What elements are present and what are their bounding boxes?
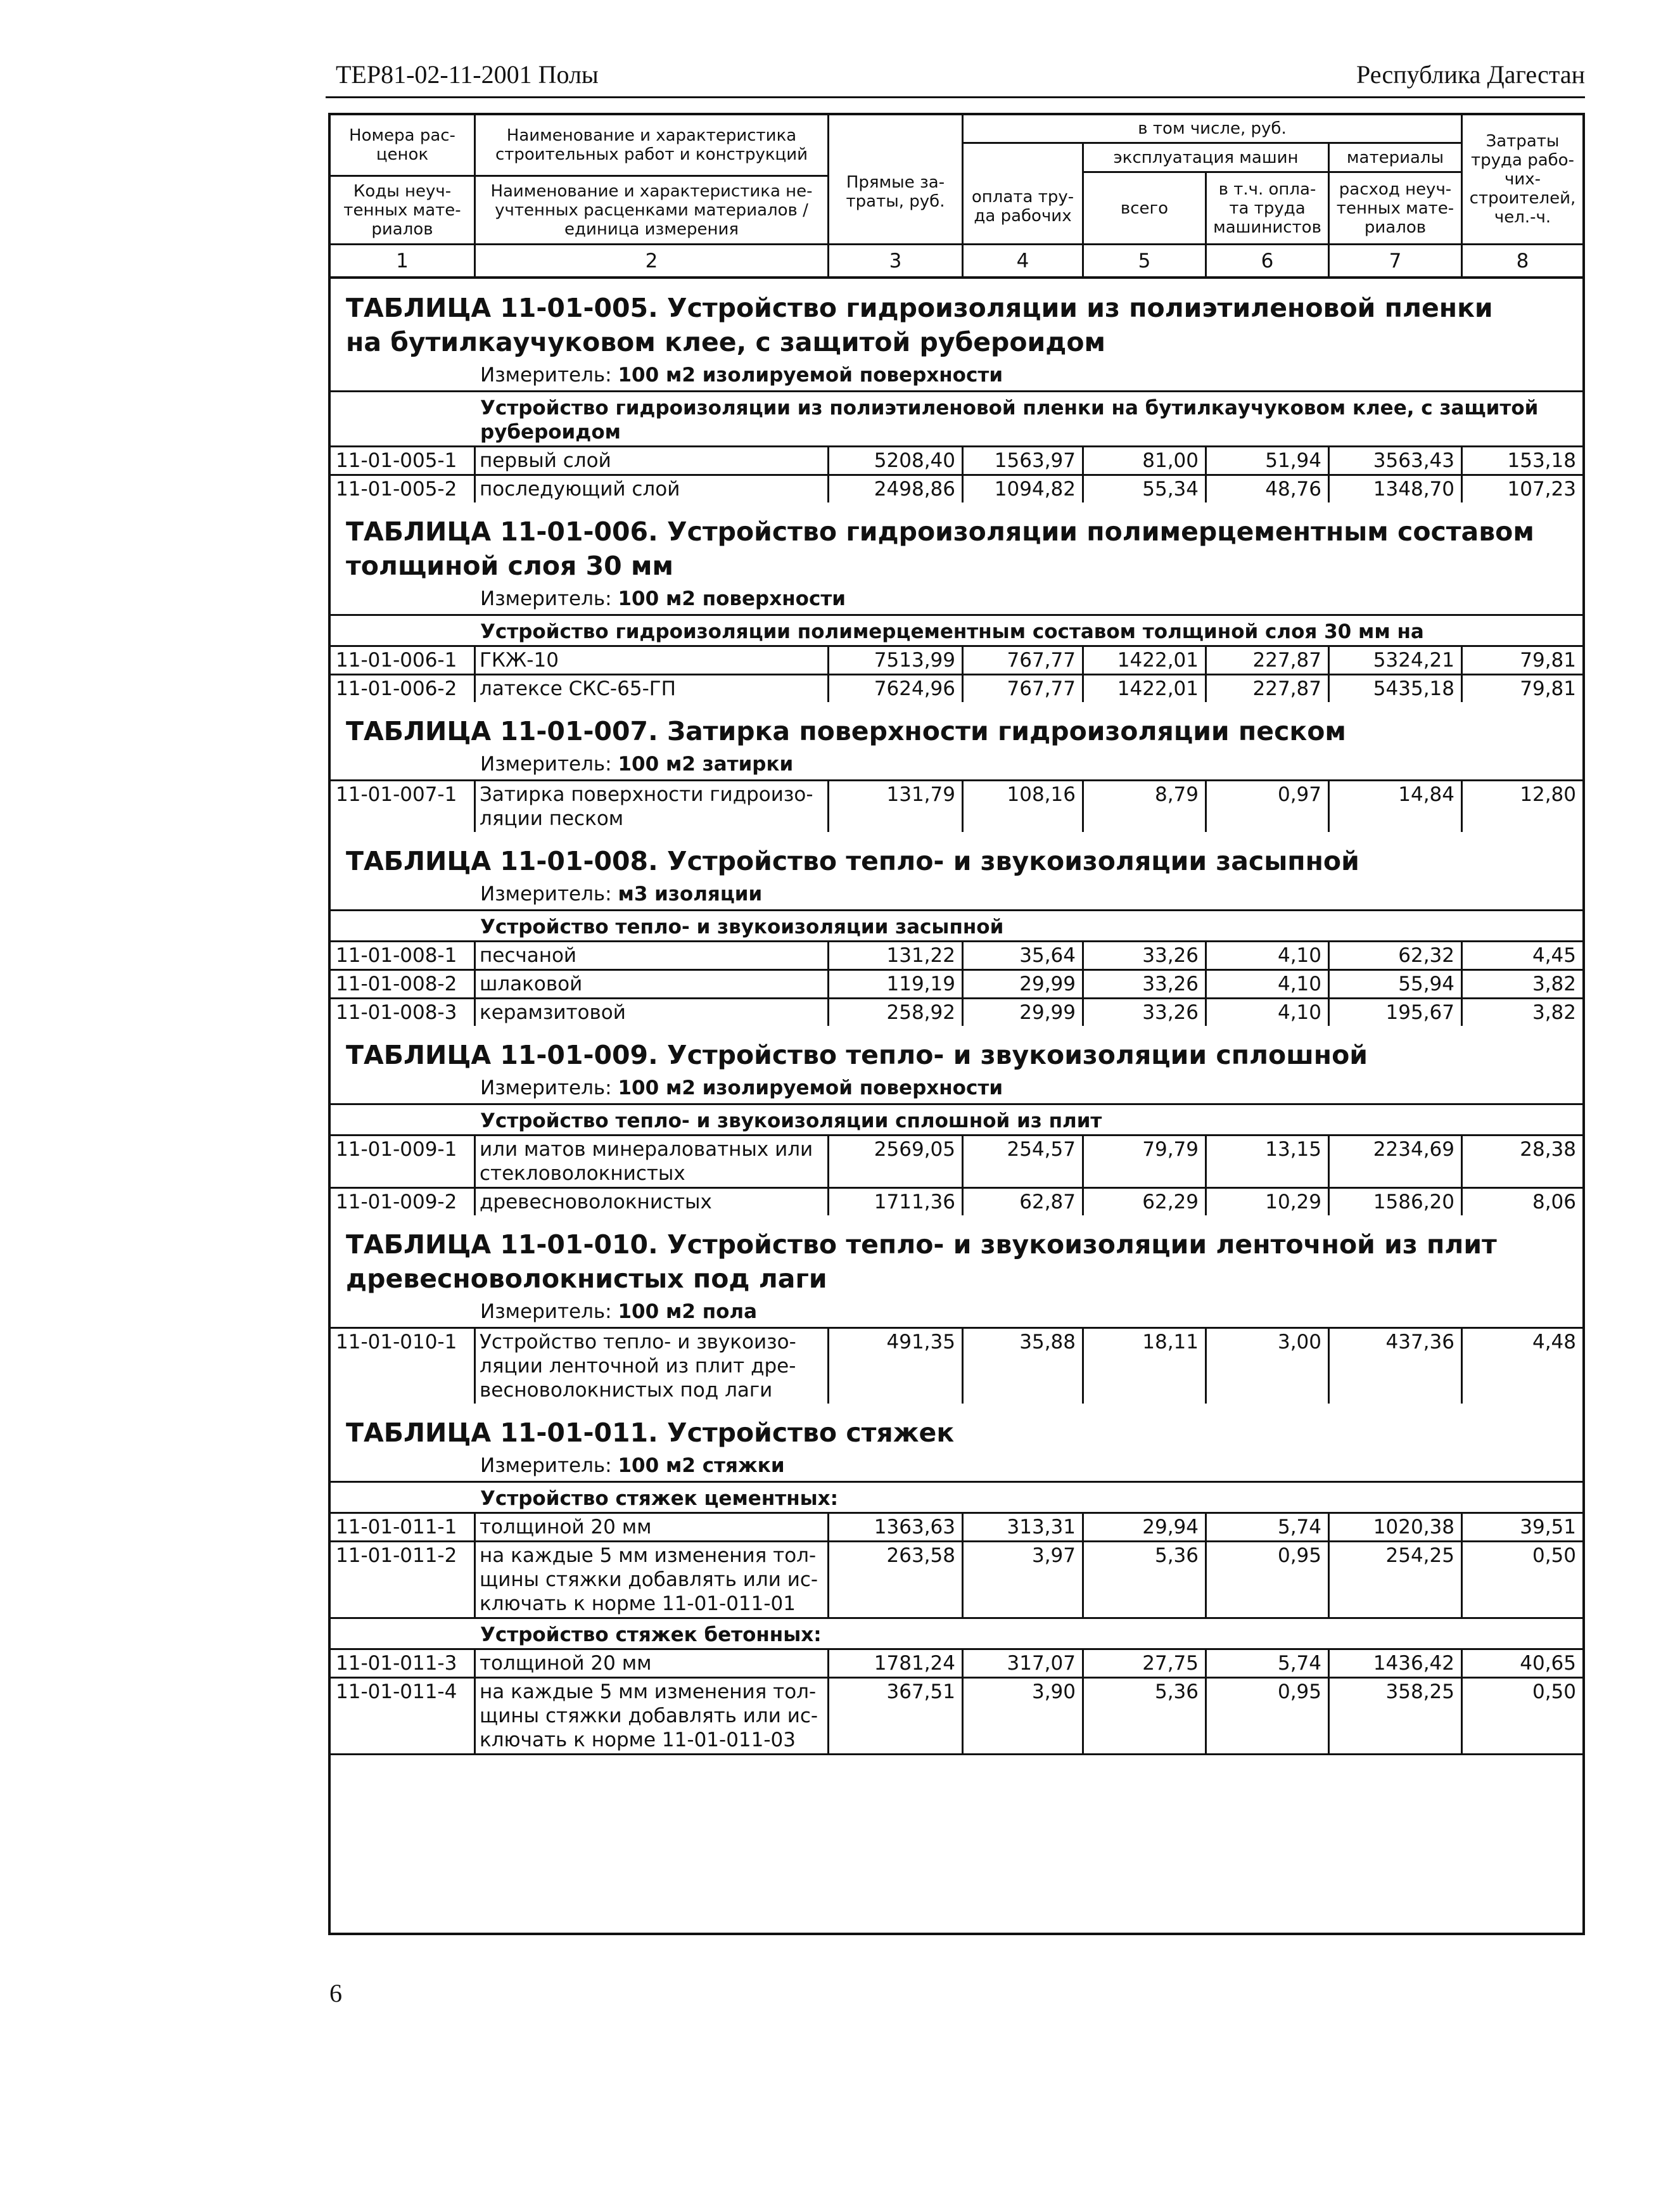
work-name: толщиной 20 мм — [474, 1514, 827, 1540]
table-row — [331, 940, 1582, 969]
table-row — [331, 1512, 1582, 1540]
operator-pay: 0,95 — [1205, 1679, 1328, 1753]
table-row — [331, 674, 1582, 702]
table-caption — [331, 1215, 1582, 1264]
column-header — [331, 115, 1582, 279]
rate-code: 11-01-006-2 — [336, 677, 457, 700]
unit-of-measure — [331, 1298, 1582, 1327]
table-title: Устройство гидроизоляции полимерцементным составом — [666, 516, 1534, 547]
table-row — [331, 1677, 1582, 1755]
operator-pay: 3,00 — [1205, 1329, 1328, 1404]
table-title-continued: древесноволокнистых под лаги — [346, 1264, 827, 1294]
table-row — [331, 1327, 1582, 1404]
labor-hours: 12,80 — [1461, 781, 1582, 832]
table-section — [331, 1404, 1582, 1755]
operator-pay: 10,29 — [1205, 1189, 1328, 1215]
rate-code: 11-01-010-1 — [336, 1331, 457, 1353]
table-section — [331, 279, 1582, 502]
price-table — [328, 113, 1585, 1935]
table-title: Устройство тепло- и звукоизоляции ленточной из плит — [666, 1229, 1497, 1260]
rate-code: 11-01-005-1 — [336, 449, 457, 472]
direct-costs: 2498,86 — [827, 476, 962, 502]
machines-total: 8,79 — [1082, 781, 1205, 832]
machines-total: 29,94 — [1082, 1514, 1205, 1540]
header-materials: материалы — [1346, 148, 1444, 167]
labor-pay: 3,90 — [962, 1679, 1082, 1753]
group-heading: Устройство стяжек бетонных: — [331, 1617, 1582, 1648]
work-name: первый слой — [474, 447, 827, 474]
page-number: 6 — [329, 1979, 342, 2007]
work-name: древесноволокнистых — [474, 1189, 827, 1215]
rate-code: 11-01-008-3 — [336, 1001, 457, 1024]
materials-cost: 358,25 — [1328, 1679, 1461, 1753]
machines-total: 79,79 — [1082, 1136, 1205, 1187]
operator-pay: 13,15 — [1205, 1136, 1328, 1187]
table-title-continued: на бутилкаучуковом клее, с защитой рубероидом — [346, 327, 1106, 357]
labor-pay: 254,57 — [962, 1136, 1082, 1187]
rate-code: 11-01-006-1 — [336, 649, 457, 672]
group-heading: Устройство стяжек цементных: — [331, 1481, 1582, 1512]
unit-of-measure — [331, 361, 1582, 390]
column-number: 2 — [645, 249, 658, 272]
work-name: латексе СКС-65-ГП — [474, 675, 827, 702]
table-number: ТАБЛИЦА 11-01-006. — [346, 516, 658, 547]
work-name: Затирка поверхности гидроизо-ляции песком — [474, 781, 827, 832]
rate-code: 11-01-009-2 — [336, 1191, 457, 1213]
operator-pay: 0,97 — [1205, 781, 1328, 832]
rate-code: 11-01-011-1 — [336, 1516, 457, 1539]
header-labor-pay: оплата тру-да рабочих — [971, 187, 1074, 226]
materials-cost: 1348,70 — [1328, 476, 1461, 502]
unit-value: 100 м2 затирки — [618, 753, 794, 776]
direct-costs: 131,79 — [827, 781, 962, 832]
operator-pay: 4,10 — [1205, 999, 1328, 1026]
table-row — [331, 1648, 1582, 1677]
materials-cost: 14,84 — [1328, 781, 1461, 832]
work-name: на каждые 5 мм изменения тол-щины стяжки добавлять или ис-ключать к норме 11-01-011-01 — [474, 1542, 827, 1617]
header-material-codes: Коды неуч-тенных мате-риалов — [343, 181, 461, 239]
operator-pay: 227,87 — [1205, 647, 1328, 674]
operator-pay: 5,74 — [1205, 1514, 1328, 1540]
labor-pay: 29,99 — [962, 999, 1082, 1026]
table-row — [331, 474, 1582, 502]
direct-costs: 5208,40 — [827, 447, 962, 474]
machines-total: 1422,01 — [1082, 675, 1205, 702]
work-name: последующий слой — [474, 476, 827, 502]
labor-pay: 1563,97 — [962, 447, 1082, 474]
work-name: песчаной — [474, 942, 827, 969]
labor-hours: 79,81 — [1461, 675, 1582, 702]
materials-cost: 437,36 — [1328, 1329, 1461, 1404]
unit-label: Измеритель: — [480, 587, 612, 610]
labor-pay: 3,97 — [962, 1542, 1082, 1617]
labor-hours: 153,18 — [1461, 447, 1582, 474]
table-number: ТАБЛИЦА 11-01-005. — [346, 293, 658, 323]
work-name: или матов минераловатных или стекловолокнистых — [474, 1136, 827, 1187]
table-title-continued: толщиной слоя 30 мм — [346, 551, 673, 581]
unit-label: Измеритель: — [480, 753, 612, 776]
table-title: Затирка поверхности гидроизоляции песком — [666, 716, 1346, 746]
rate-code: 11-01-005-2 — [336, 478, 457, 501]
table-section — [331, 502, 1582, 702]
rate-code: 11-01-007-1 — [336, 783, 457, 806]
document-code: ТЕР81-02-11-2001 Полы — [336, 60, 599, 89]
table-row — [331, 1540, 1582, 1617]
table-caption — [331, 1026, 1582, 1074]
unit-label: Измеритель: — [480, 1077, 612, 1099]
rate-code: 11-01-008-2 — [336, 973, 457, 995]
labor-hours: 3,82 — [1461, 971, 1582, 997]
rate-code: 11-01-008-1 — [336, 944, 457, 967]
table-caption — [331, 279, 1582, 327]
rate-code: 11-01-009-1 — [336, 1138, 457, 1161]
table-caption — [331, 832, 1582, 880]
table-row — [331, 997, 1582, 1026]
operator-pay: 0,95 — [1205, 1542, 1328, 1617]
table-title: Устройство тепло- и звукоизоляции засыпной — [666, 846, 1359, 876]
direct-costs: 119,19 — [827, 971, 962, 997]
table-caption — [331, 1404, 1582, 1452]
unit-value: м3 изоляции — [618, 883, 763, 905]
table-number: ТАБЛИЦА 11-01-009. — [346, 1040, 658, 1070]
direct-costs: 1363,63 — [827, 1514, 962, 1540]
column-number: 6 — [1261, 249, 1274, 272]
labor-pay: 62,87 — [962, 1189, 1082, 1215]
machines-total: 5,36 — [1082, 1679, 1205, 1753]
labor-hours: 0,50 — [1461, 1679, 1582, 1753]
work-name: ГКЖ-10 — [474, 647, 827, 674]
machines-total: 33,26 — [1082, 999, 1205, 1026]
unit-label: Измеритель: — [480, 1300, 612, 1323]
table-caption — [331, 702, 1582, 750]
unit-label: Измеритель: — [480, 364, 612, 387]
machines-total: 55,34 — [1082, 476, 1205, 502]
labor-pay: 1094,82 — [962, 476, 1082, 502]
header-direct-costs: Прямые за-траты, руб. — [846, 173, 945, 211]
table-section — [331, 1026, 1582, 1215]
direct-costs: 1711,36 — [827, 1189, 962, 1215]
running-header — [332, 60, 1585, 95]
column-number: 8 — [1516, 249, 1529, 272]
labor-pay: 35,88 — [962, 1329, 1082, 1404]
table-row — [331, 969, 1582, 997]
work-name: толщиной 20 мм — [474, 1650, 827, 1677]
labor-pay: 108,16 — [962, 781, 1082, 832]
table-section — [331, 832, 1582, 1026]
header-material-name: Наименование и характеристика не-учтенных расценками материалов / единица измерения — [490, 181, 813, 239]
rate-code: 11-01-011-2 — [336, 1544, 457, 1567]
column-number: 3 — [889, 249, 902, 272]
work-name: Устройство тепло- и звукоизо-ляции ленточной из плит дре-весноволокнистых под лаги — [474, 1329, 827, 1404]
table-section — [331, 1215, 1582, 1404]
header-work-name: Наименование и характеристика строительных работ и конструкций — [495, 126, 808, 164]
unit-value: 100 м2 пола — [618, 1300, 758, 1323]
unit-of-measure — [331, 880, 1582, 909]
work-name: на каждые 5 мм изменения тол-щины стяжки добавлять или ис-ключать к норме 11-01-011-03 — [474, 1679, 827, 1753]
table-number: ТАБЛИЦА 11-01-010. — [346, 1229, 658, 1260]
header-rate-numbers: Номера рас-ценок — [349, 126, 455, 164]
labor-pay: 767,77 — [962, 675, 1082, 702]
materials-cost: 1020,38 — [1328, 1514, 1461, 1540]
unit-of-measure — [331, 750, 1582, 779]
labor-pay: 317,07 — [962, 1650, 1082, 1677]
materials-cost: 254,25 — [1328, 1542, 1461, 1617]
operator-pay: 4,10 — [1205, 971, 1328, 997]
table-title: Устройство стяжек — [666, 1417, 955, 1448]
rate-code: 11-01-011-4 — [336, 1680, 457, 1703]
work-name: керамзитовой — [474, 999, 827, 1026]
materials-cost: 3563,43 — [1328, 447, 1461, 474]
materials-cost: 195,67 — [1328, 999, 1461, 1026]
direct-costs: 7624,96 — [827, 675, 962, 702]
unit-of-measure — [331, 585, 1582, 614]
rate-code: 11-01-011-3 — [336, 1652, 457, 1675]
unit-value: 100 м2 изолируемой поверхности — [618, 1077, 1003, 1099]
labor-hours: 0,50 — [1461, 1542, 1582, 1617]
unit-of-measure — [331, 1452, 1582, 1481]
direct-costs: 491,35 — [827, 1329, 962, 1404]
operator-pay: 4,10 — [1205, 942, 1328, 969]
table-row — [331, 1187, 1582, 1215]
labor-hours: 28,38 — [1461, 1136, 1582, 1187]
column-number: 7 — [1389, 249, 1402, 272]
materials-cost: 1586,20 — [1328, 1189, 1461, 1215]
labor-pay: 29,99 — [962, 971, 1082, 997]
operator-pay: 227,87 — [1205, 675, 1328, 702]
column-number: 1 — [396, 249, 409, 272]
materials-cost: 5324,21 — [1328, 647, 1461, 674]
column-number: 4 — [1016, 249, 1029, 272]
direct-costs: 7513,99 — [827, 647, 962, 674]
table-body — [331, 279, 1582, 1755]
materials-cost: 1436,42 — [1328, 1650, 1461, 1677]
unit-of-measure — [331, 1074, 1582, 1103]
header-machines: эксплуатация машин — [1113, 148, 1299, 167]
unit-value: 100 м2 поверхности — [618, 587, 846, 610]
labor-hours: 3,82 — [1461, 999, 1582, 1026]
header-including: в том числе, руб. — [1138, 119, 1287, 138]
header-labor-hours: Затраты труда рабо-чих-строителей, чел.-ч. — [1469, 132, 1576, 227]
labor-hours: 107,23 — [1461, 476, 1582, 502]
direct-costs: 367,51 — [827, 1679, 962, 1753]
direct-costs: 258,92 — [827, 999, 962, 1026]
group-heading: Устройство гидроизоляции из полиэтиленовой пленки на бутилкаучуковом клее, с защитой рубероидом — [331, 390, 1582, 445]
labor-hours: 8,06 — [1461, 1189, 1582, 1215]
group-heading: Устройство тепло- и звукоизоляции сплошной из плит — [331, 1103, 1582, 1134]
materials-cost: 62,32 — [1328, 942, 1461, 969]
labor-pay: 313,31 — [962, 1514, 1082, 1540]
machines-total: 27,75 — [1082, 1650, 1205, 1677]
table-title: Устройство тепло- и звукоизоляции сплошной — [666, 1040, 1368, 1070]
direct-costs: 131,22 — [827, 942, 962, 969]
unit-label: Измеритель: — [480, 1454, 612, 1477]
machines-total: 33,26 — [1082, 971, 1205, 997]
direct-costs: 263,58 — [827, 1542, 962, 1617]
group-heading: Устройство гидроизоляции полимерцементным составом толщиной слоя 30 мм на — [331, 614, 1582, 645]
column-number: 5 — [1138, 249, 1151, 272]
materials-cost: 5435,18 — [1328, 675, 1461, 702]
table-caption — [331, 502, 1582, 551]
labor-hours: 39,51 — [1461, 1514, 1582, 1540]
table-row — [331, 645, 1582, 674]
materials-cost: 2234,69 — [1328, 1136, 1461, 1187]
unit-value: 100 м2 изолируемой поверхности — [618, 364, 1003, 387]
region-name: Республика Дагестан — [1356, 60, 1585, 89]
labor-pay: 767,77 — [962, 647, 1082, 674]
unit-label: Измеритель: — [480, 883, 612, 905]
group-heading: Устройство тепло- и звукоизоляции засыпной — [331, 909, 1582, 940]
table-section — [331, 702, 1582, 832]
header-machines-total: всего — [1120, 198, 1169, 218]
table-number: ТАБЛИЦА 11-01-007. — [346, 716, 658, 746]
operator-pay: 48,76 — [1205, 476, 1328, 502]
work-name: шлаковой — [474, 971, 827, 997]
operator-pay: 51,94 — [1205, 447, 1328, 474]
labor-hours: 79,81 — [1461, 647, 1582, 674]
table-row — [331, 779, 1582, 832]
machines-total: 81,00 — [1082, 447, 1205, 474]
header-rule — [326, 96, 1585, 98]
labor-hours: 4,45 — [1461, 942, 1582, 969]
table-row — [331, 445, 1582, 474]
machines-total: 18,11 — [1082, 1329, 1205, 1404]
operator-pay: 5,74 — [1205, 1650, 1328, 1677]
labor-pay: 35,64 — [962, 942, 1082, 969]
table-row — [331, 1134, 1582, 1187]
table-number: ТАБЛИЦА 11-01-008. — [346, 846, 658, 876]
header-operator-pay: в т.ч. опла-та труда машинистов — [1213, 179, 1321, 237]
unit-value: 100 м2 стяжки — [618, 1454, 785, 1477]
table-title: Устройство гидроизоляции из полиэтиленовой пленки — [666, 293, 1493, 323]
machines-total: 33,26 — [1082, 942, 1205, 969]
machines-total: 62,29 — [1082, 1189, 1205, 1215]
labor-hours: 4,48 — [1461, 1329, 1582, 1404]
machines-total: 5,36 — [1082, 1542, 1205, 1617]
direct-costs: 1781,24 — [827, 1650, 962, 1677]
labor-hours: 40,65 — [1461, 1650, 1582, 1677]
table-number: ТАБЛИЦА 11-01-011. — [346, 1417, 658, 1448]
materials-cost: 55,94 — [1328, 971, 1461, 997]
machines-total: 1422,01 — [1082, 647, 1205, 674]
direct-costs: 2569,05 — [827, 1136, 962, 1187]
header-material-usage: расход неуч-тенных мате-риалов — [1336, 179, 1454, 237]
